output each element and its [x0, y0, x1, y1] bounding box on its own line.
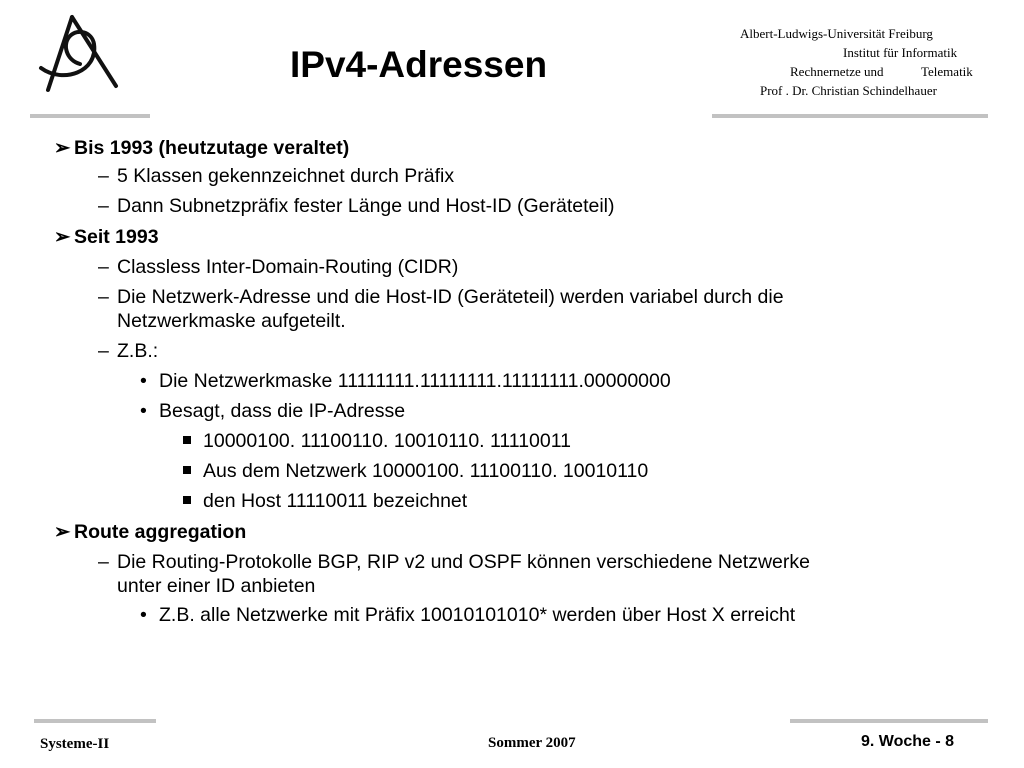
footer-rule-right — [790, 719, 988, 723]
arrow-bullet-icon: ➢ — [54, 137, 71, 159]
list-item: – Dann Subnetzpräfix fester Länge und Host-ID (Geräteteil) — [98, 195, 615, 217]
chair-name-right: Telematik — [921, 64, 973, 79]
list-item: – 5 Klassen gekennzeichnet durch Präfix — [98, 165, 455, 187]
footer-rule-left — [34, 719, 156, 723]
university-logo-icon — [28, 14, 128, 96]
university-name: Albert-Ludwigs-Universität Freiburg — [740, 26, 933, 41]
sub-sub-list-item: Aus dem Netzwerk 10000100. 11100110. 10010110 — [183, 460, 648, 483]
list-item: – Classless Inter-Domain-Routing (CIDR) — [98, 256, 459, 278]
arrow-bullet-icon: ➢ — [54, 521, 71, 543]
chair-name-left: Rechnernetze und — [790, 64, 884, 79]
page-title: IPv4-Adressen — [290, 44, 548, 85]
list-item: – Z.B.: — [98, 340, 159, 362]
header-rule-left — [30, 114, 150, 118]
footer-page-number: 9. Woche - 8 — [861, 733, 955, 750]
section-heading-3: ➢ Route aggregation — [54, 521, 247, 543]
square-bullet-icon — [183, 496, 191, 504]
sub-list-item: • Z.B. alle Netzwerke mit Präfix 10010101010* werden über Host X erreicht — [140, 604, 796, 626]
list-item: – Die Netzwerk-Adresse und die Host-ID (Geräteteil) werden variabel durch die — [98, 286, 784, 308]
section-heading-1: ➢ Bis 1993 (heutzutage veraltet) — [54, 137, 350, 159]
sub-sub-list-item: 10000100. 11100110. 10010110. 11110011 — [183, 430, 571, 453]
sub-list-item: • Besagt, dass die IP-Adresse — [140, 400, 406, 422]
institute-name: Institut für Informatik — [843, 45, 958, 60]
list-item-continued: unter einer ID anbieten — [117, 575, 316, 597]
header-rule-right — [712, 114, 988, 118]
sub-sub-list-item: den Host 11110011 bezeichnet — [183, 490, 467, 513]
footer-semester: Sommer 2007 — [488, 735, 576, 751]
square-bullet-icon — [183, 466, 191, 474]
arrow-bullet-icon: ➢ — [54, 226, 71, 248]
list-item: – Die Routing-Protokolle BGP, RIP v2 und OSPF können verschiedene Netzwerke — [98, 551, 810, 573]
list-item-continued: Netzwerkmaske aufgeteilt. — [117, 310, 346, 332]
square-bullet-icon — [183, 436, 191, 444]
professor-name: Prof . Dr. Christian Schindelhauer — [760, 83, 937, 98]
section-heading-2: ➢ Seit 1993 — [54, 226, 159, 248]
sub-list-item: • Die Netzwerkmaske 11111111.11111111.11111111.00000000 — [140, 370, 671, 392]
footer-course: Systeme-II — [40, 736, 110, 752]
